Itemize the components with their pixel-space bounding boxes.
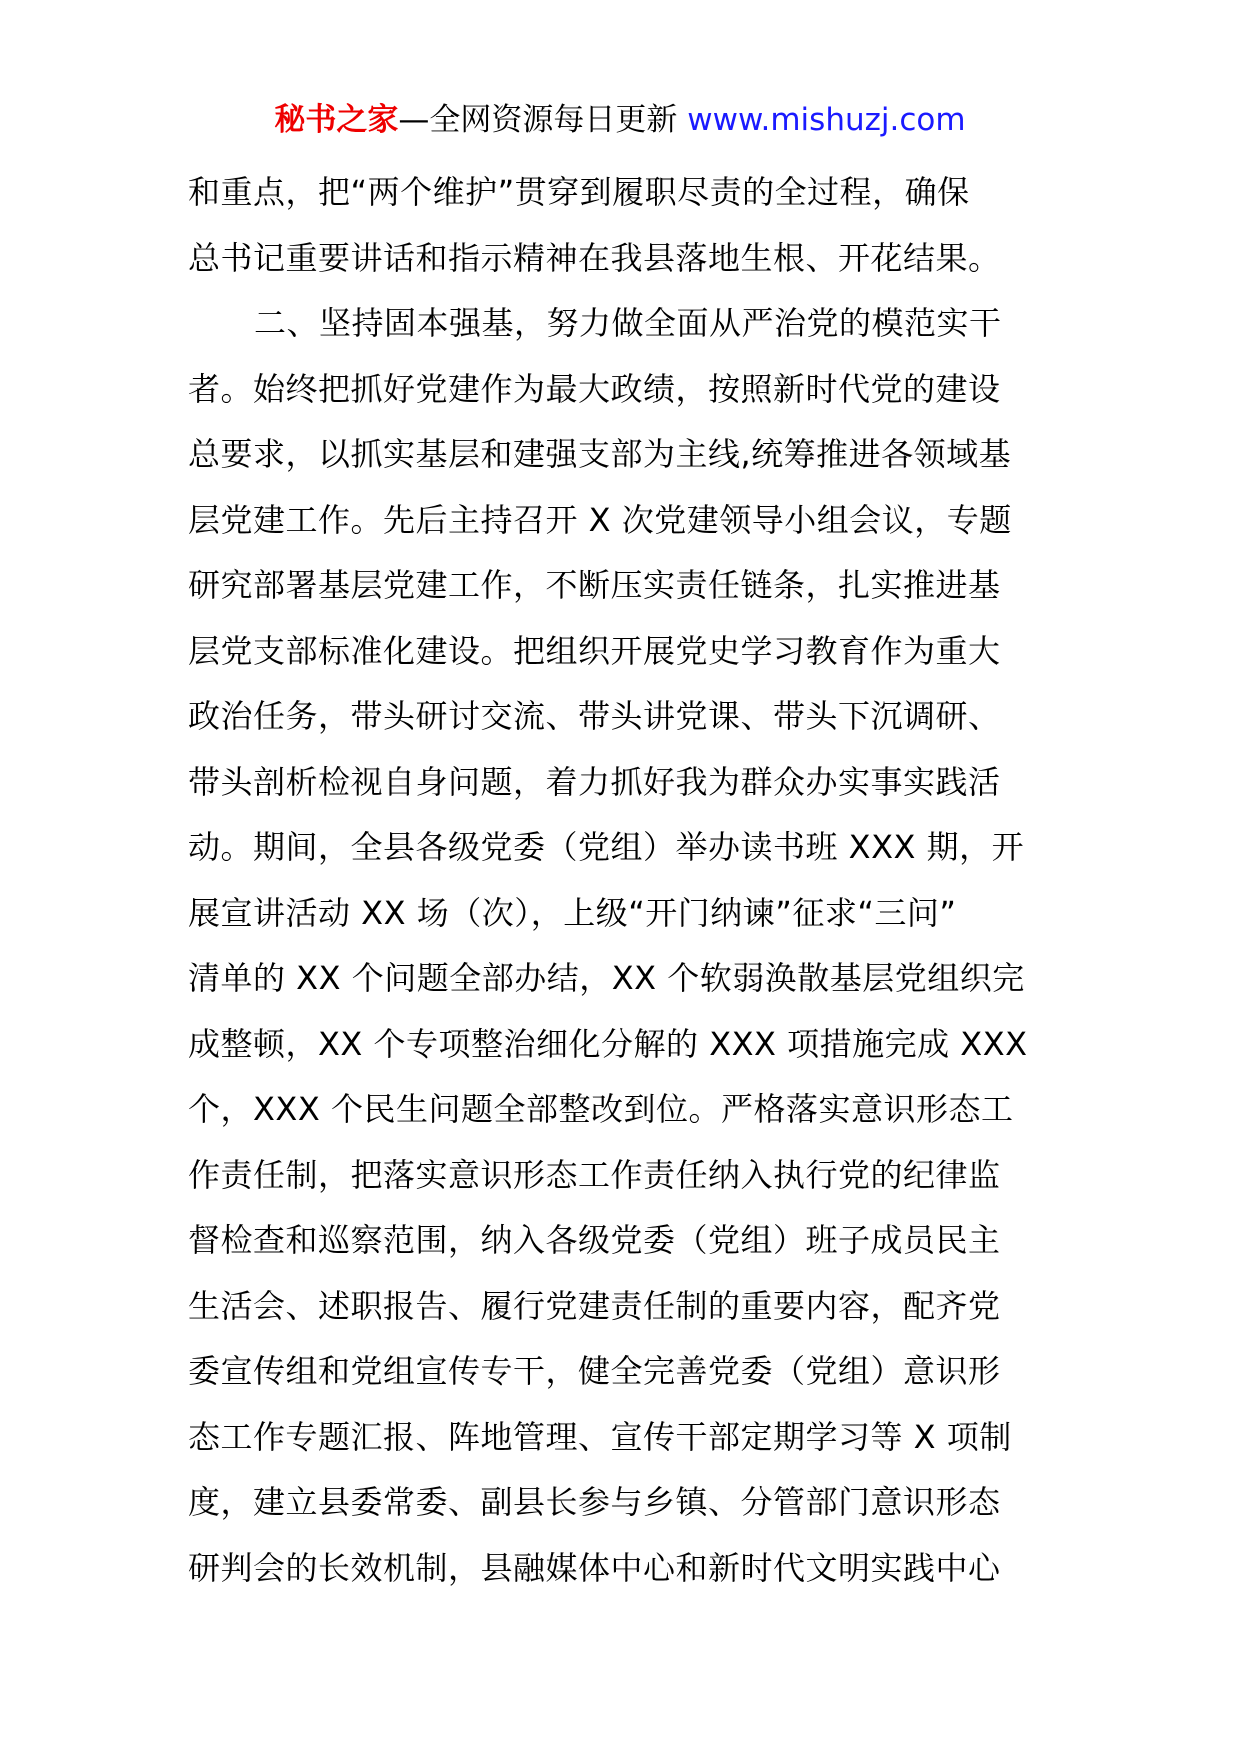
text-line: 个，XXX 个民生问题全部整改到位。严格落实意识形态工	[188, 1090, 1014, 1128]
header-brand: 秘书之家	[274, 102, 399, 138]
text-line: 清单的 XX 个问题全部办结，XX 个软弱涣散基层党组织完	[188, 959, 1025, 997]
text-line: 展宣讲活动 XX 场（次），上级“开门纳谏”征求“三问”	[188, 893, 957, 932]
text-line: 态工作专题汇报、阵地管理、宣传干部定期学习等 X 项制	[188, 1417, 1012, 1456]
document-body	[188, 160, 1068, 1601]
text-line: 层党支部标准化建设。把组织开展党史学习教育作为重大	[188, 631, 1001, 670]
section-heading-line: 二、坚持固本强基，努力做全面从严治党的模范实干	[254, 304, 1002, 342]
text-line: 政治任务，带头研讨交流、带头讲党课、带头下沉调研、	[188, 697, 1001, 735]
text-line: 研究部署基层党建工作，不断压实责任链条，扎实推进基	[188, 566, 1001, 604]
text-line: 研判会的长效机制，县融媒体中心和新时代文明实践中心	[188, 1548, 1001, 1587]
text-line: 和重点，把“两个维护”贯穿到履职尽责的全过程，确保	[188, 173, 970, 211]
text-line: 生活会、述职报告、履行党建责任制的重要内容，配齐党	[188, 1286, 1001, 1325]
text-line: 成整顿，XX 个专项整治细化分解的 XXX 项措施完成 XXX	[188, 1024, 1028, 1063]
text-line: 总书记重要讲话和指示精神在我县落地生根、开花结果。	[188, 238, 1001, 277]
page-header	[0, 98, 1240, 142]
header-tagline: —全网资源每日更新	[398, 102, 688, 138]
header-url-link[interactable]: www.mishuzj.com	[687, 102, 966, 138]
text-line: 度，建立县委常委、副县长参与乡镇、分管部门意识形态	[188, 1483, 1001, 1521]
text-line: 总要求，以抓实基层和建强支部为主线,统筹推进各领域基	[188, 435, 1012, 473]
text-line: 督检查和巡察范围，纳入各级党委（党组）班子成员民主	[188, 1221, 1001, 1259]
text-line: 者。始终把抓好党建作为最大政绩，按照新时代党的建设	[188, 369, 1001, 408]
text-line: 层党建工作。先后主持召开 X 次党建领导小组会议，专题	[188, 500, 1012, 539]
text-line: 动。期间，全县各级党委（党组）举办读书班 XXX 期，开	[188, 828, 1025, 866]
text-line: 作责任制，把落实意识形态工作责任纳入执行党的纪律监	[188, 1155, 1001, 1194]
text-line: 带头剖析检视自身问题，着力抓好我为群众办实事实践活	[188, 762, 1001, 801]
text-line: 委宣传组和党组宣传专干，健全完善党委（党组）意识形	[188, 1352, 1001, 1390]
